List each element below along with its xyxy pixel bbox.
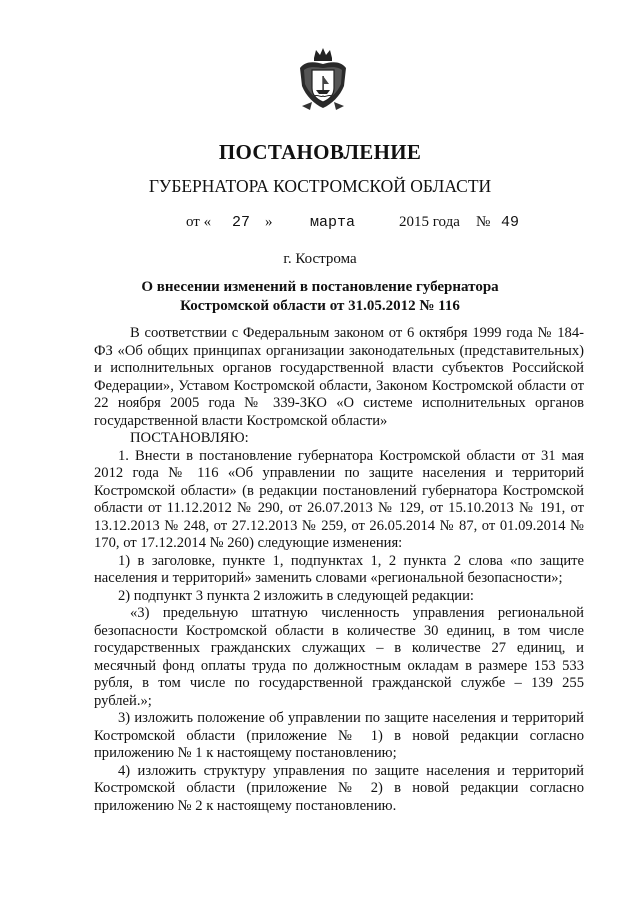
date-close-quote: » xyxy=(265,214,273,230)
subitem-1-paragraph: 1) в заголовке, пункте 1, подпунктах 1, 2 пункта 2 слова «по защите населения и территорий» заменить словами «региональной безопасности»; xyxy=(94,552,584,586)
issuer-line: ГУБЕРНАТОРА КОСТРОМСКОЙ ОБЛАСТИ xyxy=(148,176,492,196)
date-prefix: от « xyxy=(186,214,212,230)
document-title: ПОСТАНОВЛЕНИЕ xyxy=(218,140,422,164)
quoted-subitem-3-paragraph: «3) предельную штатную численность управления региональной безопасности Костромской области в количестве 30 единиц, в том числе государственных гражданских служащих – в количестве 27 единиц, и месячный фонд оплаты труда по должностным окладам в размере 153 533 рубля, в том числе по государственной гражданской службе – 139 255 рублей.»; xyxy=(94,605,584,709)
date-day: 27 xyxy=(232,214,251,231)
subitem-2-paragraph: 2) подпункт 3 пункта 2 изложить в следующей редакции: xyxy=(118,587,474,604)
coat-of-arms-icon xyxy=(296,46,350,112)
preamble-paragraph: В соответствии с Федеральным законом от 6 октября 1999 года № 184-ФЗ «Об общих принципах организации законодательных (представительных) и исполнительных органов государственной власти субъектов Российской Федерации», Уставом Костромской области, Законом Костромской области от 22 ноября 2005 года № 339-ЗКО «О системе исполнительных органов государственной власти Костромской области» xyxy=(94,325,584,429)
item-1-paragraph: 1. Внести в постановление губернатора Костромской области от 31 мая 2012 года № 116 «Об управлении по защите населения и территорий Костромской области» (в редакции постановлений губернатора Костромской области от 11.12.2012 № 290, от 26.07.2013 № 129, от 15.10.2013 № 191, от 13.12.2013 № 248, от 27.12.2013 № 259, от 26.05.2014 № 87, от 01.09.2014 № 170, от 17.12.2014 № 260) следующие изменения: xyxy=(94,447,584,551)
document-body xyxy=(94,325,584,815)
date-year: 2015 года xyxy=(399,214,460,230)
document-heading xyxy=(0,278,640,316)
heading-line-1: О внесении изменений в постановление губернатора xyxy=(141,279,499,295)
city-line: г. Кострома xyxy=(283,251,357,267)
date-month: марта xyxy=(310,214,356,231)
number-sign: № xyxy=(476,214,491,230)
heading-line-2: Костромской области от 31.05.2012 № 116 xyxy=(180,298,460,314)
subitem-4-paragraph: 4) изложить структуру управления по защите населения и территорий Костромской области (приложение № 2) в новой редакции согласно приложению № 2 к настоящему постановлению. xyxy=(94,762,584,814)
date-number-line xyxy=(0,214,640,236)
subitem-3-paragraph: 3) изложить положение об управлении по защите населения и территорий Костромской области (приложение № 1) в новой редакции согласно приложению № 1 к настоящему постановлению; xyxy=(94,710,584,761)
resolve-paragraph: ПОСТАНОВЛЯЮ: xyxy=(130,430,249,446)
document-number: 49 xyxy=(501,214,520,231)
